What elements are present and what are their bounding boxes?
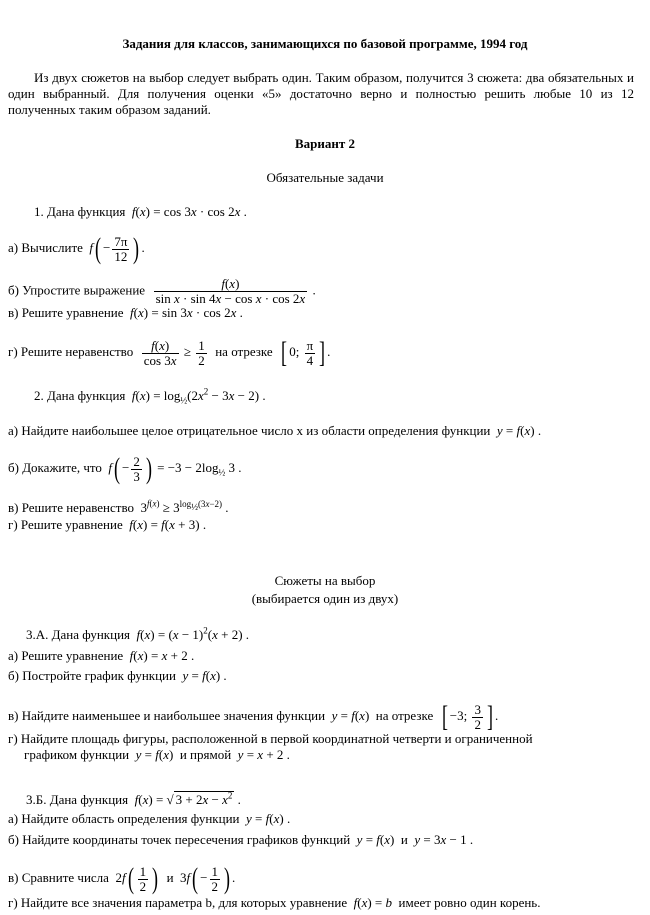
task2-intro: 2. Дана функция $f(x) = \log_{\frac{1}{2}}(2x^2 - 3x - 2)$ . xyxy=(34,386,266,406)
task2-c-text: в) Решите неравенство xyxy=(8,500,135,515)
task2-d-text: г) Решите уравнение xyxy=(8,517,123,532)
task1-d: г) Решите неравенство $\frac{f(x)}{\cos 3x}$ ≥ $\frac{1}{2}$ на отрезке [ 0; $\frac{\pi}{4}$ ] . xyxy=(8,336,331,369)
task1-a: а) Вычислите f( − $\frac{7\pi}{12}$ ) . xyxy=(8,232,145,265)
task3b-a: а) Найдите область определения функции y = f(x) . xyxy=(8,811,291,826)
task3b-intro: 3.Б. Дана функция f(x) = √ $3 + 2x - x^2$ . xyxy=(26,790,241,807)
task3a-intro-text: 3.А. Дана функция xyxy=(26,627,131,642)
task2-intro-text: 2. Дана функция xyxy=(34,388,126,403)
task1-c: в) Решите уравнение f(x) = sin 3x · cos 2x . xyxy=(8,305,243,320)
task1-b-text: б) Упростите выражение xyxy=(8,282,146,298)
task3b-intro-text: 3.Б. Дана функция xyxy=(26,792,129,807)
task3b-a-text: а) Найдите область определения функции xyxy=(8,811,240,826)
task3b-d: г) Найдите все значения параметра b, для которых уравнение f(x) = b имеет ровно один корень. xyxy=(8,895,541,910)
variant-heading: Вариант 2 xyxy=(294,136,356,151)
task1-a-text: а) Вычислите xyxy=(8,239,83,255)
choice-heading: Сюжеты на выбор xyxy=(274,573,376,588)
task3a-d-line1: г) Найдите площадь фигуры, расположенной в первой координатной четверти и ограниченной xyxy=(8,731,533,746)
task2-c: в) Решите неравенство $3^{f(x)} \ge 3^{log_{\frac{1}{2}}(3x-2)}$ . xyxy=(8,498,229,515)
task3a-a-text: а) Решите уравнение xyxy=(8,648,124,663)
task3a-d-line2: графиком функции y = f(x) и прямой y = x + 2 . xyxy=(24,747,290,762)
task3a-b-text: б) Постройте график функции xyxy=(8,668,176,683)
intro-paragraph: Из двух сюжетов на выбор следует выбрать один. Таким образом, получится 3 сюжета: два обязательных и один выбранный. Для получения оценки «5» достаточно верно и полностью решить любые 10 из 12 полученных таким образом заданий. xyxy=(8,70,634,117)
task2-a-text: а) Найдите наибольшее целое отрицательное число x из области определения функции xyxy=(8,423,491,438)
task3b-c-text: в) Сравните числа xyxy=(8,869,109,885)
task3a-intro: 3.А. Дана функция $f(x) = (x - 1)^2(x + 2)$ . xyxy=(26,625,250,642)
page-title: Задания для классов, занимающихся по базовой программе, 1994 год xyxy=(122,36,528,51)
task3a-d-line2-text: графиком функции xyxy=(24,747,130,762)
task1-c-text: в) Решите уравнение xyxy=(8,305,124,320)
task3b-c-mid: и xyxy=(166,869,174,885)
task3b-b-text: б) Найдите координаты точек пересечения графиков функций xyxy=(8,832,351,847)
task2-b-text: б) Докажите, что xyxy=(8,459,102,475)
task3b-d-end: имеет ровно один корень. xyxy=(398,895,541,910)
task3b-c: в) Сравните числа 2f( $\frac{1}{2}$ ) и 3f( − $\frac{1}{2}$ ) . xyxy=(8,862,236,895)
task1-b: б) Упростите выражение $\frac{f(x)}{\text{sin x · sin 4x − cos x · cos 2x}}$ . xyxy=(8,276,316,306)
task2-a: а) Найдите наибольшее целое отрицательное число x из области определения функции y = f(x) . xyxy=(8,423,542,438)
task1-d-mid: на отрезке xyxy=(215,343,273,359)
task3a-d-line2-mid: и прямой xyxy=(179,747,232,762)
task1-d-text: г) Решите неравенство xyxy=(8,343,134,359)
task2-d: г) Решите уравнение f(x) = f(x + 3) . xyxy=(8,517,207,532)
task3b-d-text: г) Найдите все значения параметра b, для которых уравнение xyxy=(8,895,348,910)
task3a-c-mid: на отрезке xyxy=(375,707,434,723)
task1-formula: f(x) = cos 3x · cos 2x . xyxy=(131,204,247,219)
task3b-b-mid: и xyxy=(400,832,408,847)
task3a-a: а) Решите уравнение f(x) = x + 2 . xyxy=(8,648,195,663)
task3a-c: в) Найдите наименьшее и наибольшее значения функции y = f(x) на отрезке [ −3; $\frac{3}{2}$ ] . xyxy=(8,700,499,733)
task1-intro-text: 1. Дана функция xyxy=(34,204,126,219)
task3a-c-text: в) Найдите наименьшее и наибольшее значения функции xyxy=(8,707,326,723)
task3a-b: б) Постройте график функции y = f(x) . xyxy=(8,668,227,683)
task3a-d xyxy=(8,731,634,763)
task3b-b: б) Найдите координаты точек пересечения графиков функций y = f(x) и y = 3x − 1 . xyxy=(8,832,474,847)
mandatory-heading: Обязательные задачи xyxy=(266,170,384,185)
choice-subheading: (выбирается один из двух) xyxy=(251,591,399,606)
task1-intro xyxy=(34,204,247,220)
task2-b: б) Докажите, что f( − $\frac{2}{3}$ ) = $-3 - 2\log_{\frac{1}{2}}$ 3 . xyxy=(8,452,242,485)
